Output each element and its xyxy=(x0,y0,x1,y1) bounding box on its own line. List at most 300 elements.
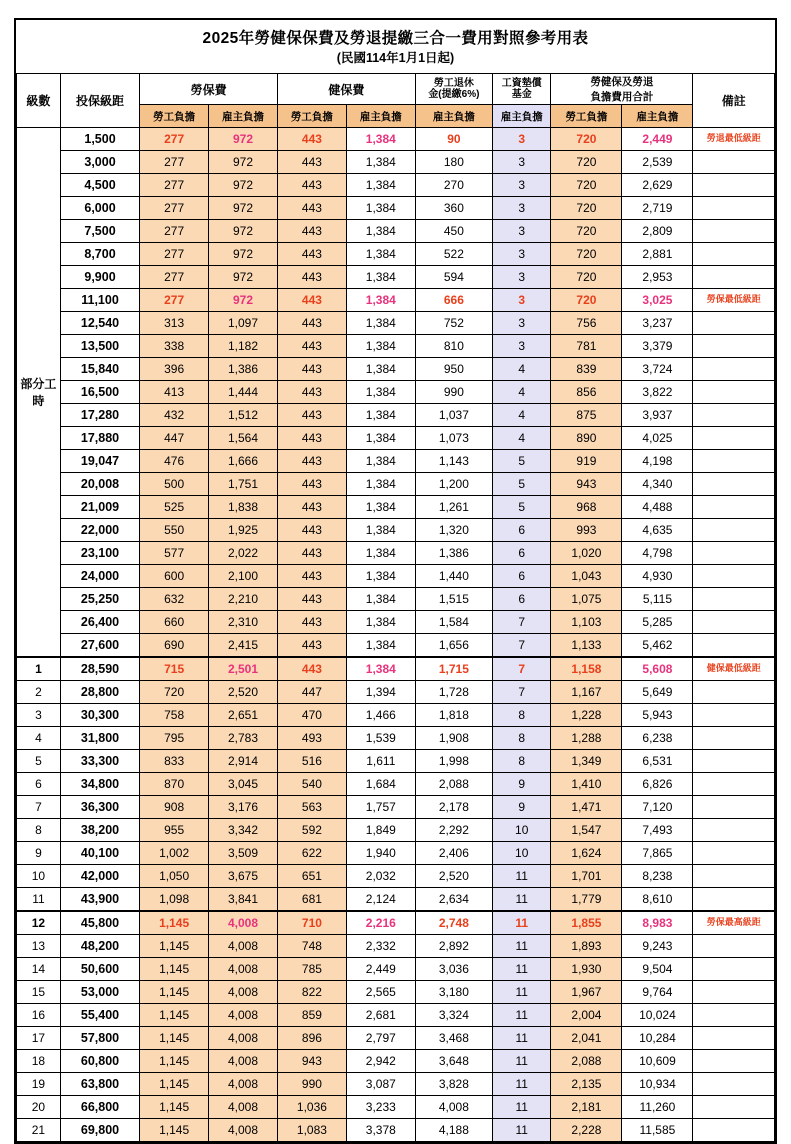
table-row xyxy=(17,404,775,427)
table-row xyxy=(17,542,775,565)
cell-wagefund-employer: 3 xyxy=(493,174,551,197)
cell-wagefund-employer: 11 xyxy=(493,1004,551,1027)
cell-total-employer: 7,120 xyxy=(622,796,693,819)
cell-bracket: 9,900 xyxy=(60,266,139,289)
table-row xyxy=(17,588,775,611)
cell-labor-employer: 2,210 xyxy=(209,588,278,611)
table-row xyxy=(17,1119,775,1142)
cell-bracket: 42,000 xyxy=(60,865,139,888)
cell-health-employee: 443 xyxy=(277,611,346,634)
table-row xyxy=(17,750,775,773)
cell-labor-employer: 972 xyxy=(209,197,278,220)
cell-remark xyxy=(693,935,775,958)
cell-total-employer: 3,822 xyxy=(622,381,693,404)
cell-remark xyxy=(693,1004,775,1027)
cell-pension-employer: 1,818 xyxy=(415,704,492,727)
cell-pension-employer: 1,715 xyxy=(415,657,492,681)
cell-remark xyxy=(693,427,775,450)
cell-health-employee: 748 xyxy=(277,935,346,958)
cell-total-employee: 720 xyxy=(551,174,622,197)
table-row xyxy=(17,1027,775,1050)
cell-health-employer: 1,384 xyxy=(346,496,415,519)
cell-wagefund-employer: 11 xyxy=(493,1027,551,1050)
cell-labor-employee: 1,145 xyxy=(140,1096,209,1119)
cell-wagefund-employer: 3 xyxy=(493,128,551,151)
cell-labor-employee: 1,145 xyxy=(140,981,209,1004)
cell-labor-employer: 2,501 xyxy=(209,657,278,681)
cell-level: 9 xyxy=(17,842,61,865)
header-remark: 備註 xyxy=(693,74,775,128)
cell-labor-employee: 870 xyxy=(140,773,209,796)
cell-total-employer: 3,025 xyxy=(622,289,693,312)
cell-labor-employee: 1,145 xyxy=(140,1073,209,1096)
cell-health-employee: 859 xyxy=(277,1004,346,1027)
cell-health-employee: 592 xyxy=(277,819,346,842)
table-row xyxy=(17,1050,775,1073)
cell-total-employee: 1,701 xyxy=(551,865,622,888)
cell-total-employer: 5,649 xyxy=(622,681,693,704)
cell-health-employer: 3,378 xyxy=(346,1119,415,1142)
cell-health-employer: 1,940 xyxy=(346,842,415,865)
table-row xyxy=(17,174,775,197)
cell-level: 20 xyxy=(17,1096,61,1119)
cell-total-employee: 1,349 xyxy=(551,750,622,773)
cell-pension-employer: 3,828 xyxy=(415,1073,492,1096)
cell-health-employer: 1,384 xyxy=(346,151,415,174)
cell-bracket: 34,800 xyxy=(60,773,139,796)
cell-bracket: 1,500 xyxy=(60,128,139,151)
cell-labor-employee: 1,145 xyxy=(140,935,209,958)
table-row xyxy=(17,657,775,681)
cell-total-employee: 890 xyxy=(551,427,622,450)
cell-total-employee: 1,020 xyxy=(551,542,622,565)
cell-health-employee: 516 xyxy=(277,750,346,773)
cell-labor-employee: 432 xyxy=(140,404,209,427)
cell-wagefund-employer: 5 xyxy=(493,473,551,496)
cell-pension-employer: 360 xyxy=(415,197,492,220)
cell-total-employer: 8,238 xyxy=(622,865,693,888)
table-frame xyxy=(14,18,777,1144)
cell-labor-employer: 1,386 xyxy=(209,358,278,381)
cell-labor-employee: 277 xyxy=(140,128,209,151)
cell-health-employer: 1,757 xyxy=(346,796,415,819)
cell-remark xyxy=(693,634,775,658)
cell-total-employer: 8,983 xyxy=(622,911,693,935)
cell-health-employee: 443 xyxy=(277,312,346,335)
cell-total-employee: 2,088 xyxy=(551,1050,622,1073)
cell-bracket: 63,800 xyxy=(60,1073,139,1096)
header-total-group-line2: 負擔費用合計 xyxy=(590,91,654,103)
cell-health-employer: 1,384 xyxy=(346,220,415,243)
cell-labor-employer: 2,310 xyxy=(209,611,278,634)
cell-health-employee: 470 xyxy=(277,704,346,727)
cell-total-employer: 6,238 xyxy=(622,727,693,750)
table-row xyxy=(17,865,775,888)
cell-labor-employer: 3,045 xyxy=(209,773,278,796)
cell-total-employer: 9,764 xyxy=(622,981,693,1004)
cell-labor-employee: 632 xyxy=(140,588,209,611)
cell-labor-employee: 277 xyxy=(140,266,209,289)
cell-remark xyxy=(693,681,775,704)
table-row xyxy=(17,450,775,473)
cell-remark xyxy=(693,220,775,243)
cell-bracket: 69,800 xyxy=(60,1119,139,1142)
cell-bracket: 26,400 xyxy=(60,611,139,634)
cell-pension-employer: 3,468 xyxy=(415,1027,492,1050)
table-row xyxy=(17,611,775,634)
cell-pension-employer: 2,634 xyxy=(415,888,492,912)
cell-labor-employee: 715 xyxy=(140,657,209,681)
cell-labor-employee: 277 xyxy=(140,220,209,243)
cell-labor-employer: 3,176 xyxy=(209,796,278,819)
cell-wagefund-employer: 7 xyxy=(493,681,551,704)
cell-total-employer: 3,937 xyxy=(622,404,693,427)
cell-health-employer: 1,384 xyxy=(346,542,415,565)
cell-wagefund-employer: 11 xyxy=(493,1119,551,1142)
cell-total-employer: 5,115 xyxy=(622,588,693,611)
cell-pension-employer: 752 xyxy=(415,312,492,335)
cell-labor-employer: 4,008 xyxy=(209,1096,278,1119)
cell-total-employee: 1,410 xyxy=(551,773,622,796)
table-row xyxy=(17,981,775,1004)
cell-health-employer: 2,124 xyxy=(346,888,415,912)
cell-total-employee: 2,041 xyxy=(551,1027,622,1050)
table-row xyxy=(17,681,775,704)
cell-bracket: 24,000 xyxy=(60,565,139,588)
cell-bracket: 33,300 xyxy=(60,750,139,773)
cell-total-employer: 4,025 xyxy=(622,427,693,450)
cell-health-employer: 1,384 xyxy=(346,128,415,151)
cell-total-employee: 720 xyxy=(551,289,622,312)
cell-level: 16 xyxy=(17,1004,61,1027)
cell-labor-employee: 313 xyxy=(140,312,209,335)
table-row xyxy=(17,289,775,312)
cell-wagefund-employer: 4 xyxy=(493,381,551,404)
cell-labor-employee: 1,098 xyxy=(140,888,209,912)
cell-total-employee: 2,228 xyxy=(551,1119,622,1142)
cell-pension-employer: 2,748 xyxy=(415,911,492,935)
cell-wagefund-employer: 3 xyxy=(493,220,551,243)
cell-labor-employee: 600 xyxy=(140,565,209,588)
cell-health-employer: 1,384 xyxy=(346,358,415,381)
cell-health-employer: 1,384 xyxy=(346,243,415,266)
table-row xyxy=(17,935,775,958)
cell-pension-employer: 2,292 xyxy=(415,819,492,842)
cell-remark xyxy=(693,981,775,1004)
cell-total-employee: 943 xyxy=(551,473,622,496)
cell-health-employer: 1,684 xyxy=(346,773,415,796)
cell-health-employee: 443 xyxy=(277,496,346,519)
cell-health-employee: 443 xyxy=(277,473,346,496)
cell-bracket: 31,800 xyxy=(60,727,139,750)
cell-wagefund-employer: 8 xyxy=(493,704,551,727)
cell-labor-employer: 4,008 xyxy=(209,1027,278,1050)
cell-remark xyxy=(693,473,775,496)
cell-labor-employer: 1,838 xyxy=(209,496,278,519)
cell-remark xyxy=(693,1027,775,1050)
cell-total-employee: 919 xyxy=(551,450,622,473)
cell-health-employee: 447 xyxy=(277,681,346,704)
cell-labor-employee: 908 xyxy=(140,796,209,819)
cell-labor-employer: 972 xyxy=(209,151,278,174)
cell-labor-employee: 525 xyxy=(140,496,209,519)
cell-remark xyxy=(693,1050,775,1073)
cell-pension-employer: 522 xyxy=(415,243,492,266)
cell-bracket: 28,800 xyxy=(60,681,139,704)
cell-bracket: 22,000 xyxy=(60,519,139,542)
cell-labor-employer: 4,008 xyxy=(209,935,278,958)
part-time-label: 部分工時 xyxy=(17,128,61,658)
cell-total-employer: 4,198 xyxy=(622,450,693,473)
cell-health-employer: 1,384 xyxy=(346,565,415,588)
cell-bracket: 17,280 xyxy=(60,404,139,427)
cell-wagefund-employer: 3 xyxy=(493,243,551,266)
cell-level: 13 xyxy=(17,935,61,958)
cell-labor-employee: 277 xyxy=(140,289,209,312)
cell-pension-employer: 1,584 xyxy=(415,611,492,634)
cell-labor-employer: 2,651 xyxy=(209,704,278,727)
cell-total-employee: 2,135 xyxy=(551,1073,622,1096)
cell-total-employee: 1,893 xyxy=(551,935,622,958)
cell-total-employee: 839 xyxy=(551,358,622,381)
cell-bracket: 66,800 xyxy=(60,1096,139,1119)
cell-wagefund-employer: 11 xyxy=(493,1073,551,1096)
cell-total-employer: 10,284 xyxy=(622,1027,693,1050)
cell-labor-employer: 2,415 xyxy=(209,634,278,658)
cell-labor-employee: 1,002 xyxy=(140,842,209,865)
header-total-group xyxy=(551,74,693,105)
cell-total-employee: 1,228 xyxy=(551,704,622,727)
cell-level: 10 xyxy=(17,865,61,888)
cell-total-employer: 2,629 xyxy=(622,174,693,197)
cell-health-employee: 563 xyxy=(277,796,346,819)
cell-level: 14 xyxy=(17,958,61,981)
cell-total-employee: 1,158 xyxy=(551,657,622,681)
cell-labor-employee: 277 xyxy=(140,174,209,197)
cell-labor-employer: 2,914 xyxy=(209,750,278,773)
cell-pension-employer: 666 xyxy=(415,289,492,312)
cell-health-employee: 443 xyxy=(277,197,346,220)
cell-wagefund-employer: 6 xyxy=(493,565,551,588)
cell-health-employer: 1,384 xyxy=(346,519,415,542)
cell-pension-employer: 2,520 xyxy=(415,865,492,888)
cell-remark xyxy=(693,727,775,750)
cell-level: 8 xyxy=(17,819,61,842)
cell-remark: 勞保最低級距 xyxy=(693,289,775,312)
header-health-employee: 勞工負擔 xyxy=(277,105,346,128)
cell-labor-employer: 1,666 xyxy=(209,450,278,473)
table-row xyxy=(17,727,775,750)
cell-pension-employer: 1,515 xyxy=(415,588,492,611)
cell-health-employer: 3,087 xyxy=(346,1073,415,1096)
cell-labor-employer: 4,008 xyxy=(209,1073,278,1096)
cell-wagefund-employer: 3 xyxy=(493,312,551,335)
cell-labor-employer: 1,444 xyxy=(209,381,278,404)
cell-total-employer: 7,493 xyxy=(622,819,693,842)
cell-pension-employer: 1,440 xyxy=(415,565,492,588)
cell-remark: 勞保最高級距 xyxy=(693,911,775,935)
cell-wagefund-employer: 3 xyxy=(493,266,551,289)
cell-pension-employer: 90 xyxy=(415,128,492,151)
cell-labor-employer: 1,512 xyxy=(209,404,278,427)
cell-bracket: 17,880 xyxy=(60,427,139,450)
cell-labor-employer: 1,097 xyxy=(209,312,278,335)
cell-wagefund-employer: 6 xyxy=(493,519,551,542)
header-labor-pension xyxy=(415,74,492,105)
cell-total-employee: 1,043 xyxy=(551,565,622,588)
cell-labor-employee: 396 xyxy=(140,358,209,381)
table-row xyxy=(17,1073,775,1096)
header-total-employee: 勞工負擔 xyxy=(551,105,622,128)
cell-total-employee: 781 xyxy=(551,335,622,358)
cell-health-employer: 2,032 xyxy=(346,865,415,888)
cell-remark xyxy=(693,958,775,981)
cell-remark xyxy=(693,565,775,588)
cell-level: 21 xyxy=(17,1119,61,1142)
cell-total-employer: 11,585 xyxy=(622,1119,693,1142)
cell-total-employer: 9,504 xyxy=(622,958,693,981)
cell-health-employer: 1,611 xyxy=(346,750,415,773)
cell-bracket: 6,000 xyxy=(60,197,139,220)
cell-health-employer: 2,797 xyxy=(346,1027,415,1050)
cell-labor-employee: 447 xyxy=(140,427,209,450)
cell-bracket: 8,700 xyxy=(60,243,139,266)
cell-health-employer: 1,384 xyxy=(346,312,415,335)
cell-total-employee: 1,547 xyxy=(551,819,622,842)
cell-bracket: 20,008 xyxy=(60,473,139,496)
cell-labor-employer: 4,008 xyxy=(209,1050,278,1073)
cell-pension-employer: 2,178 xyxy=(415,796,492,819)
cell-wagefund-employer: 11 xyxy=(493,865,551,888)
cell-remark xyxy=(693,542,775,565)
cell-wagefund-employer: 7 xyxy=(493,634,551,658)
header-labor-insurance: 勞保費 xyxy=(140,74,278,105)
cell-remark xyxy=(693,611,775,634)
cell-total-employer: 2,953 xyxy=(622,266,693,289)
cell-labor-employer: 1,925 xyxy=(209,519,278,542)
cell-labor-employee: 1,050 xyxy=(140,865,209,888)
table-row xyxy=(17,704,775,727)
cell-health-employee: 1,036 xyxy=(277,1096,346,1119)
cell-health-employee: 443 xyxy=(277,358,346,381)
table-row xyxy=(17,496,775,519)
cell-pension-employer: 4,008 xyxy=(415,1096,492,1119)
cell-remark xyxy=(693,243,775,266)
cell-bracket: 36,300 xyxy=(60,796,139,819)
cell-health-employer: 2,565 xyxy=(346,981,415,1004)
cell-pension-employer: 1,261 xyxy=(415,496,492,519)
cell-labor-employer: 972 xyxy=(209,266,278,289)
table-row xyxy=(17,312,775,335)
cell-pension-employer: 1,908 xyxy=(415,727,492,750)
cell-wagefund-employer: 6 xyxy=(493,588,551,611)
cell-total-employee: 720 xyxy=(551,220,622,243)
cell-health-employee: 493 xyxy=(277,727,346,750)
cell-labor-employee: 758 xyxy=(140,704,209,727)
cell-health-employer: 1,384 xyxy=(346,657,415,681)
cell-bracket: 23,100 xyxy=(60,542,139,565)
cell-pension-employer: 3,648 xyxy=(415,1050,492,1073)
cell-remark xyxy=(693,335,775,358)
table-row xyxy=(17,565,775,588)
cell-pension-employer: 1,728 xyxy=(415,681,492,704)
cell-pension-employer: 810 xyxy=(415,335,492,358)
cell-health-employer: 2,332 xyxy=(346,935,415,958)
cell-health-employer: 1,384 xyxy=(346,197,415,220)
header-level: 級數 xyxy=(17,74,61,128)
cell-health-employer: 1,384 xyxy=(346,450,415,473)
cell-remark xyxy=(693,704,775,727)
cell-total-employee: 875 xyxy=(551,404,622,427)
header-bracket: 投保級距 xyxy=(60,74,139,128)
cell-pension-employer: 1,320 xyxy=(415,519,492,542)
cell-total-employer: 3,237 xyxy=(622,312,693,335)
cell-labor-employer: 2,022 xyxy=(209,542,278,565)
cell-labor-employer: 3,342 xyxy=(209,819,278,842)
header-wage-fund xyxy=(493,74,551,105)
cell-remark xyxy=(693,750,775,773)
cell-total-employer: 5,943 xyxy=(622,704,693,727)
cell-wagefund-employer: 11 xyxy=(493,958,551,981)
table-row xyxy=(17,381,775,404)
cell-health-employee: 443 xyxy=(277,289,346,312)
cell-bracket: 7,500 xyxy=(60,220,139,243)
cell-pension-employer: 1,656 xyxy=(415,634,492,658)
cell-health-employee: 443 xyxy=(277,220,346,243)
cell-wagefund-employer: 9 xyxy=(493,773,551,796)
cell-pension-employer: 3,180 xyxy=(415,981,492,1004)
cell-level: 11 xyxy=(17,888,61,912)
cell-bracket: 57,800 xyxy=(60,1027,139,1050)
cell-total-employee: 1,133 xyxy=(551,634,622,658)
cell-health-employee: 943 xyxy=(277,1050,346,1073)
cell-pension-employer: 950 xyxy=(415,358,492,381)
cell-health-employer: 2,216 xyxy=(346,911,415,935)
cell-health-employer: 1,384 xyxy=(346,404,415,427)
cell-total-employer: 9,243 xyxy=(622,935,693,958)
cell-wagefund-employer: 4 xyxy=(493,427,551,450)
cell-total-employee: 720 xyxy=(551,243,622,266)
cell-bracket: 38,200 xyxy=(60,819,139,842)
cell-total-employee: 993 xyxy=(551,519,622,542)
cell-health-employer: 1,384 xyxy=(346,634,415,658)
cell-labor-employee: 1,145 xyxy=(140,958,209,981)
table-row xyxy=(17,958,775,981)
cell-total-employee: 720 xyxy=(551,266,622,289)
table-row xyxy=(17,335,775,358)
cell-pension-employer: 1,143 xyxy=(415,450,492,473)
cell-pension-employer: 1,037 xyxy=(415,404,492,427)
cell-labor-employer: 1,564 xyxy=(209,427,278,450)
cell-labor-employer: 1,751 xyxy=(209,473,278,496)
cell-bracket: 30,300 xyxy=(60,704,139,727)
table-body xyxy=(17,128,775,1142)
cell-bracket: 55,400 xyxy=(60,1004,139,1027)
cell-total-employee: 1,471 xyxy=(551,796,622,819)
cell-health-employee: 1,083 xyxy=(277,1119,346,1142)
cell-pension-employer: 270 xyxy=(415,174,492,197)
cell-wagefund-employer: 3 xyxy=(493,197,551,220)
cell-total-employer: 2,449 xyxy=(622,128,693,151)
cell-remark xyxy=(693,819,775,842)
cell-pension-employer: 2,088 xyxy=(415,773,492,796)
cell-labor-employer: 1,182 xyxy=(209,335,278,358)
cell-level: 17 xyxy=(17,1027,61,1050)
doc-subtitle: (民國114年1月1日起) xyxy=(336,51,455,65)
cell-remark xyxy=(693,404,775,427)
cell-total-employee: 1,167 xyxy=(551,681,622,704)
cell-total-employer: 2,719 xyxy=(622,197,693,220)
